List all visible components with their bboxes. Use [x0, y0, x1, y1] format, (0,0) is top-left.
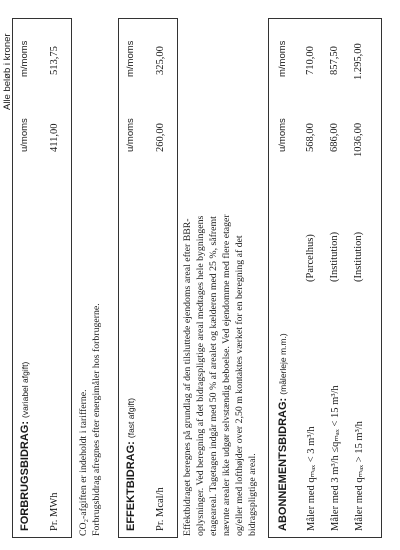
forbrugsbidrag-title — [19, 362, 31, 531]
effektbidrag-col-mmoms: m/moms — [125, 40, 136, 77]
meter-row-value-mmoms: 1.295,00 — [353, 43, 364, 80]
effektbidrag-box — [118, 18, 178, 538]
effektbidrag-subtitle: (fast afgift) — [126, 397, 136, 439]
paragraph-line: oplysninger. Ved beregning af det bidragspligtige areal medtages hele bygningens — [195, 215, 206, 536]
meter-row-value-umoms: 686,00 — [329, 123, 340, 152]
effektbidrag-title-text: EFFEKTBIDRAG: — [125, 441, 137, 531]
paragraph-line: og/eller med lofthøjder over 2,50 m kontaktes værket for en beregning af det — [234, 235, 245, 536]
effektbidrag-row-label: Pr. Mcal/h — [155, 487, 166, 531]
abonnementsbidrag-col-mmoms: m/moms — [277, 40, 288, 77]
forbrugsbidrag-row-label: Pr. MWh — [49, 492, 60, 531]
paragraph-line: bidragspligtige areal. — [247, 453, 258, 536]
meter-row-label: Måler med 3 m³/h ≤qₘₐₓ < 15 m³/h — [330, 385, 341, 531]
paragraph-line: etageareal. Tagetagen indgår med 50 % af arealet og kælderen med 25 %, såfremt — [208, 216, 219, 536]
meter-row-value-umoms: 568,00 — [305, 123, 316, 152]
effektbidrag-title — [125, 398, 137, 531]
currency-note: Alle beløb i kroner — [2, 33, 13, 110]
effektbidrag-col-umoms: u/moms — [125, 118, 136, 152]
abonnementsbidrag-title-text: ABONNEMENTSBIDRAG: — [277, 397, 289, 531]
meter-row-value-mmoms: 857,50 — [329, 46, 340, 75]
meter-row-type: (Parcelhus) — [305, 234, 316, 282]
effektbidrag-value-mmoms: 325,00 — [155, 46, 166, 75]
paragraph-line: nævnte arealer ikke udgør selvstændig beboelse. Ved ejendomme med flere etager — [221, 214, 232, 536]
meter-row-label: Måler med qₘₐₓ < 3 m³/h — [306, 426, 317, 531]
meter-row-value-umoms: 1036,00 — [353, 122, 364, 157]
forbrugsbidrag-title-text: FORBRUGSBIDRAG: — [19, 421, 31, 531]
abonnementsbidrag-title — [277, 333, 289, 531]
forbrugsbidrag-subtitle: (variabel afgift) — [20, 361, 30, 418]
meter-row-label: Måler med qₘₐₓ > 15 m³/h — [354, 421, 365, 531]
paragraph-line: Effektbidraget beregnes på grundlag af den tilsluttede ejendoms areal efter BBR- — [182, 218, 193, 536]
abonnementsbidrag-subtitle: (målerleje m.m.) — [278, 333, 288, 395]
meter-row-type: (Institution) — [329, 231, 340, 282]
note-co2: CO₂-afgiften er indeholdt i tarifferne. — [78, 389, 89, 536]
abonnementsbidrag-box — [268, 18, 382, 538]
abonnementsbidrag-col-umoms: u/moms — [277, 118, 288, 152]
forbrugsbidrag-value-umoms: 411,00 — [49, 123, 60, 152]
meter-row-value-mmoms: 710,00 — [305, 46, 316, 75]
forbrugsbidrag-col-mmoms: m/moms — [19, 40, 30, 77]
forbrugsbidrag-col-umoms: u/moms — [19, 118, 30, 152]
meter-row-type: (Institution) — [353, 231, 364, 282]
forbrugsbidrag-value-mmoms: 513,75 — [49, 46, 60, 75]
forbrugsbidrag-box — [12, 18, 72, 538]
effektbidrag-value-umoms: 260,00 — [155, 123, 166, 152]
note-energimaaler: Forbrugsbidrag afregnes efter energimåler hos forbrugerne. — [91, 303, 102, 536]
